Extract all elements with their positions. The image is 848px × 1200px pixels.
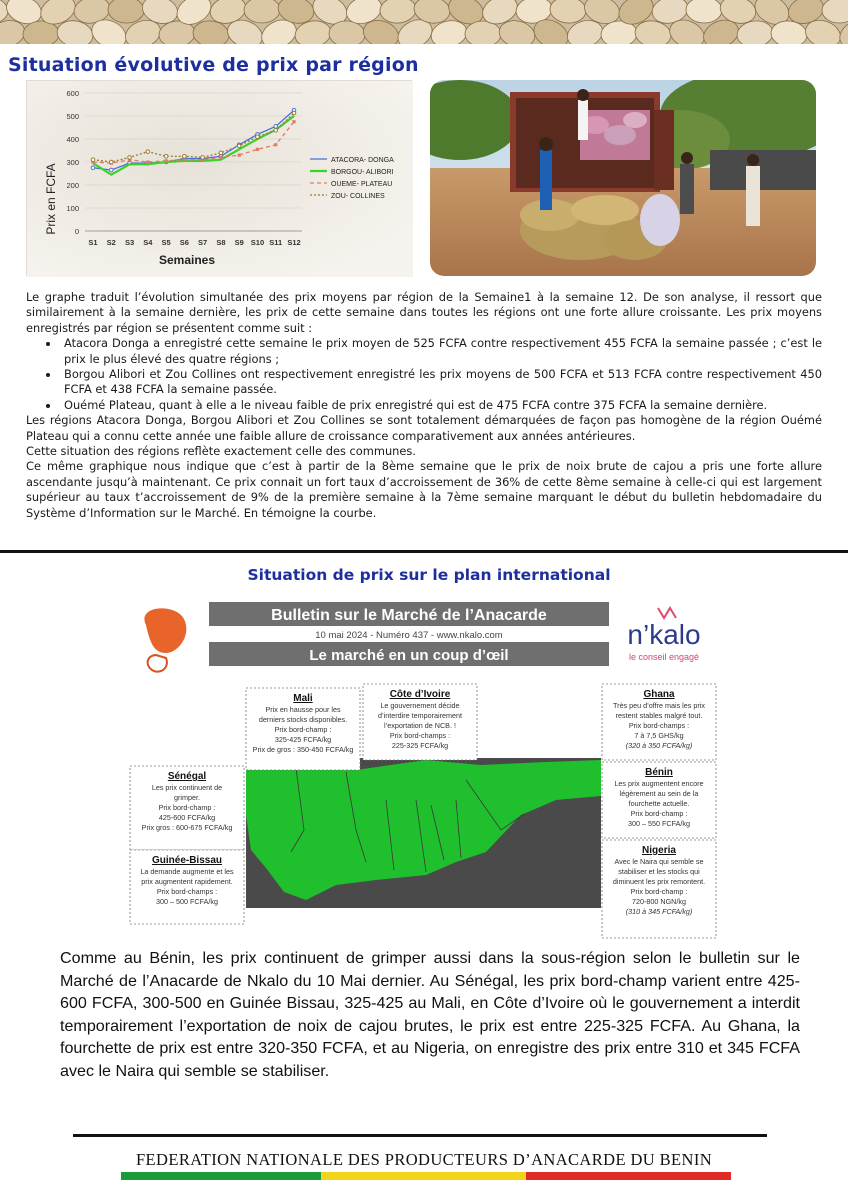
chart-y-tick: 0 — [74, 227, 79, 236]
price-box-line: Prix bord-champs : — [389, 731, 451, 740]
price-box-line: (320 à 350 FCFA/kg) — [625, 741, 693, 750]
bulletin-banner: Le marché en un coup d’œil — [309, 647, 509, 664]
chart-x-tick: S6 — [179, 238, 189, 247]
price-box-line: Le gouvernement décide — [380, 701, 460, 710]
analysis-p4: Ce même graphique nous indique que c’est à partir de la 8ème semaine que le prix de noix brute de cajou a pris une forte allure ascendante jusqu’à maintenant. Ce prix connait un fort taux d’accroissement de 36% de cette 8ème semaine à celle-ci qui est largement supérieur au taux t’accroissement de 9% de la première semaine à la 7ème semaine marquant le début du bulletin hebdomadaire du Système d’Information sur le Marché. En témoigne la courbe. — [26, 459, 822, 520]
chart-point — [238, 154, 241, 157]
chart-x-tick: S10 — [250, 238, 265, 247]
price-box-line: Prix bord-champs : — [156, 887, 218, 896]
nkalo-logo-mark — [658, 608, 676, 618]
flag-green-stripe — [121, 1172, 321, 1180]
chart-y-tick: 300 — [66, 158, 79, 167]
chart-y-tick: 100 — [66, 204, 79, 213]
chart-legend-entry: ZOU- COLLINES — [331, 193, 385, 200]
chart-point — [292, 111, 296, 115]
regional-title: Situation évolutive de prix par région — [8, 54, 419, 76]
west-africa-map — [126, 600, 722, 940]
bulletin-header: Bulletin sur le Marché de l’Anacarde — [271, 607, 547, 624]
price-box-title: Mali — [293, 693, 313, 704]
chart-point — [292, 120, 295, 123]
price-box-line: Prix bord-champ : — [630, 809, 688, 818]
chart-point — [183, 158, 186, 161]
chart-y-tick: 400 — [66, 135, 79, 144]
chart-point — [219, 151, 223, 155]
chart-point — [146, 150, 150, 154]
chart-point — [274, 128, 278, 132]
price-box-line: fourchette actuelle. — [628, 799, 690, 808]
chart-point — [91, 158, 95, 162]
price-box-line: stabiliser et les stocks qui — [618, 867, 700, 876]
analysis-intro: Le graphe traduit l’évolution simultanée des prix moyens par région de la Semaine1 à la semaine 12. De son analyse, il ressort que similairement à la semaine dernière, les prix de cette semaine dans toutes les régions ont une forte allure croissante. Les prix moyens enregistrés par région se présentent comme suit : — [26, 290, 822, 335]
price-box-line: Prix gros : 600-675 FCFA/kg — [141, 823, 233, 832]
regional-analysis-text — [26, 290, 822, 521]
chart-x-tick: S9 — [234, 238, 244, 247]
price-box-line: Les prix continuent de — [151, 783, 223, 792]
price-box-line: Prix en hausse pour les — [265, 705, 341, 714]
chart-point — [146, 160, 149, 163]
chart-point — [256, 135, 260, 139]
market-photo — [430, 80, 816, 276]
price-box-line: diminuent les prix remontent. — [612, 877, 706, 886]
footer-federation-name: FEDERATION NATIONALE DES PRODUCTEURS D’ANACARDE DU BENIN — [135, 1150, 713, 1169]
chart-y-label: Prix en FCFA — [44, 163, 58, 235]
chart-legend-entry: OUEME- PLATEAU — [331, 181, 393, 188]
price-box-line: Prix bord-champs : — [628, 721, 690, 730]
chart-x-tick: S7 — [198, 238, 208, 247]
cashew-nut — [465, 21, 501, 44]
price-box-title: Bénin — [645, 767, 673, 778]
chart-x-tick: S5 — [161, 238, 171, 247]
bullet-atacora: • Atacora Donga a enregistré cette semaine le prix moyen de 525 FCFA contre respectivement 455 FCFA la semaine passée ; c’est le prix le plus élevé des quatre régions ; — [60, 336, 822, 367]
chart-legend-entry: BORGOU- ALIBORI — [331, 169, 394, 176]
price-box-line: 325-425 FCFA/kg — [274, 735, 332, 744]
price-box-line: d’interdire temporairement — [378, 711, 462, 720]
price-box-line: restent stables malgré tout. — [615, 711, 703, 720]
flag-yellow-stripe — [321, 1172, 526, 1180]
footer-divider — [73, 1134, 767, 1137]
price-box-title: Nigeria — [642, 845, 676, 856]
price-box-line: 225-325 FCFA/kg — [391, 741, 449, 750]
chart-point — [219, 156, 222, 159]
price-box-line: 300 – 550 FCFA/kg — [628, 819, 690, 828]
chart-legend-entry: ATACORA- DONGA — [331, 157, 394, 164]
analysis-p3: Cette situation des régions reflète exactement celle des communes. — [26, 444, 416, 459]
price-box-line: Prix bord-champ : — [274, 725, 332, 734]
price-box-line: Prix bord-champ : — [158, 803, 216, 812]
price-box-line: Les prix augmentent encore — [614, 779, 704, 788]
flag-red-stripe — [526, 1172, 731, 1180]
chart-y-tick: 500 — [66, 112, 79, 121]
nkalo-tagline: le conseil engagé — [628, 652, 700, 662]
bullet-oueme: • Ouémé Plateau, quant à elle a le niveau faible de prix enregistré qui est de 475 FCFA contre 375 FCFA la semaine dernière. — [60, 398, 822, 413]
price-box-line: 7 à 7,5 GHS/kg — [634, 731, 684, 740]
chart-x-tick: S3 — [124, 238, 135, 247]
chart-x-label: Semaines — [158, 253, 216, 267]
truck-unloading-photo — [430, 80, 816, 276]
price-box-line: légèrement au sein de la — [619, 789, 699, 798]
chart-point — [183, 154, 187, 158]
cashew-nuts-illustration — [0, 0, 848, 44]
price-box-title: Ghana — [643, 689, 675, 700]
international-title: Situation de prix sur le plan international — [247, 566, 611, 584]
chart-point — [109, 160, 113, 164]
cashew-banner — [0, 0, 848, 44]
price-box-title: Côte d’Ivoire — [389, 689, 451, 700]
chart-point — [91, 166, 95, 170]
price-box-line: l’exportation de NCB. ! — [384, 721, 456, 730]
bullet-borgou-zou: • Borgou Alibori et Zou Collines ont respectivement enregistré les prix moyens de 500 FCFA et 513 FCFA contre respectivement 450 FCFA et 438 FCFA la semaine passée. — [60, 367, 822, 398]
chart-x-tick: S12 — [287, 238, 301, 247]
chart-point — [164, 154, 168, 158]
chart-svg — [27, 81, 413, 277]
chart-x-tick: S4 — [143, 238, 153, 247]
price-box-line: Prix de gros : 350-450 FCFA/kg — [252, 745, 354, 754]
price-box-line: 300 – 500 FCFA/kg — [156, 897, 218, 906]
price-box-line: Avec le Naira qui semble se — [614, 857, 704, 866]
analysis-p2: Les régions Atacora Donga, Borgou Alibori et Zou Collines se sont totalement démarquées de façon pas homogène de la région Ouémé Plateau qui a connu cette année une faible allure de croissance comparativement aux années antérieures. — [26, 413, 822, 443]
chart-point — [201, 156, 205, 160]
price-box-line: 720-800 NGN/kg — [632, 897, 686, 906]
chart-point — [109, 168, 113, 172]
international-analysis-text: Comme au Bénin, les prix continuent de grimper aussi dans la sous-région selon le bulletin sur le Marché de l’Anacarde de Nkalo du 10 Mai dernier. Au Sénégal, les prix bord-champ varient entre 425-600 FCFA, 300-500 en Guinée Bissau, 325-425 au Mali, en Côte d’Ivoire où le gouvernement a interdit temporairement l’exportation de noix de cajou brutes, le prix est entre 225-325 FCFA. Au Ghana, la fourchette de prix est entre 320-350 FCFA, et au Nigeria, on enregistre des prix entre 310 et 345 FCFA avec le Naira qui semble se stabiliser. — [60, 949, 800, 1080]
chart-point — [128, 156, 132, 160]
chart-point — [164, 159, 167, 162]
price-box-line: prix augmentent rapidement. — [141, 877, 233, 886]
price-box-line: La demande augmente et les — [140, 867, 234, 876]
chart-x-tick: S8 — [216, 238, 226, 247]
region-list — [60, 336, 822, 413]
price-box-line: grimper. — [174, 793, 200, 802]
price-box-line: (310 à 345 FCFA/kg) — [625, 907, 693, 916]
chart-x-tick: S2 — [106, 238, 116, 247]
nkalo-bulletin — [126, 600, 722, 940]
chart-point — [237, 144, 241, 148]
price-box-line: Très peu d’offre mais les prix — [613, 701, 705, 710]
chart-y-tick: 200 — [66, 181, 79, 190]
section-divider — [0, 550, 848, 553]
chart-x-tick: S1 — [88, 238, 98, 247]
chart-point — [256, 148, 259, 151]
cashew-apple-icon — [144, 608, 186, 671]
price-box-line: derniers stocks disponibles. — [258, 715, 348, 724]
chart-x-tick: S11 — [269, 238, 283, 247]
regional-price-chart — [26, 80, 412, 276]
nkalo-logo: n’kalo — [627, 619, 701, 650]
bulletin-subheader: 10 mai 2024 - Numéro 437 - www.nkalo.com — [315, 630, 503, 641]
price-box-line: 425-600 FCFA/kg — [158, 813, 216, 822]
chart-point — [274, 143, 277, 146]
chart-y-tick: 600 — [66, 89, 79, 98]
price-box-title: Guinée-Bissau — [151, 855, 223, 866]
price-box-title: Sénégal — [167, 771, 207, 782]
price-box-line: Prix bord-champ : — [630, 887, 688, 896]
